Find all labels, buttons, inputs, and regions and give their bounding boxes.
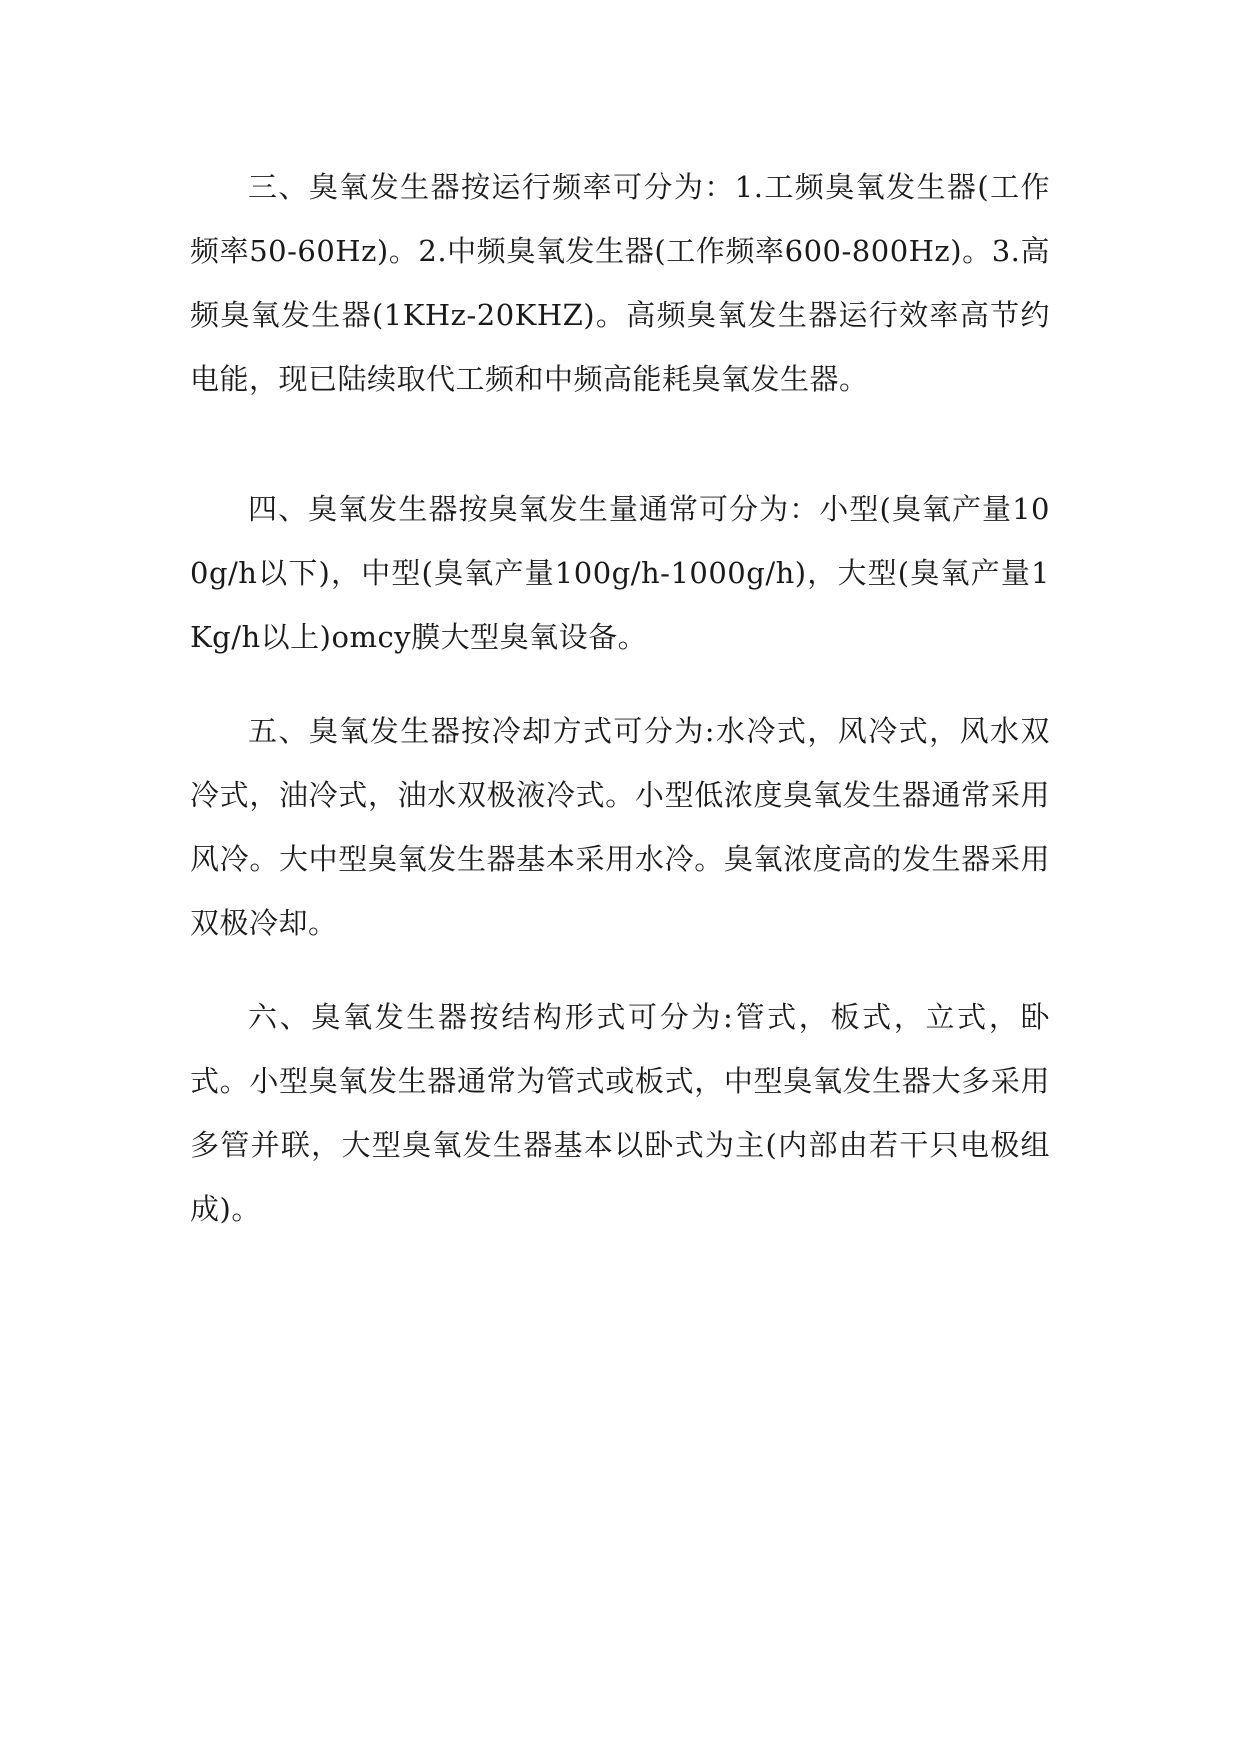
paragraph-ozone-output: 四、臭氧发生器按臭氧发生量通常可分为：小型(臭氧产量100g/h以下)，中型(臭氧产量100g/h-1000g/h)，大型(臭氧产量1Kg/h以上)omcy膜大型臭氧设备。	[190, 492, 1050, 654]
paragraph-cooling-method: 五、臭氧发生器按冷却方式可分为:水冷式，风冷式，风水双冷式，油冷式，油水双极液冷式。小型低浓度臭氧发生器通常采用风冷。大中型臭氧发生器基本采用水冷。臭氧浓度高的发生器采用双极冷却。	[190, 714, 1050, 940]
paragraph-structure-form: 六、臭氧发生器按结构形式可分为:管式，板式，立式，卧式。小型臭氧发生器通常为管式或板式，中型臭氧发生器大多采用多管并联，大型臭氧发生器基本以卧式为主(内部由若干只电极组成)。	[190, 1000, 1050, 1226]
paragraph-operating-frequency: 三、臭氧发生器按运行频率可分为：1.工频臭氧发生器(工作频率50-60Hz)。2.中频臭氧发生器(工作频率600-800Hz)。3.高频臭氧发生器(1KHz-20KHZ)。高频臭氧发生器运行效率高节约电能，现已陆续取代工频和中频高能耗臭氧发生器。	[190, 170, 1050, 396]
